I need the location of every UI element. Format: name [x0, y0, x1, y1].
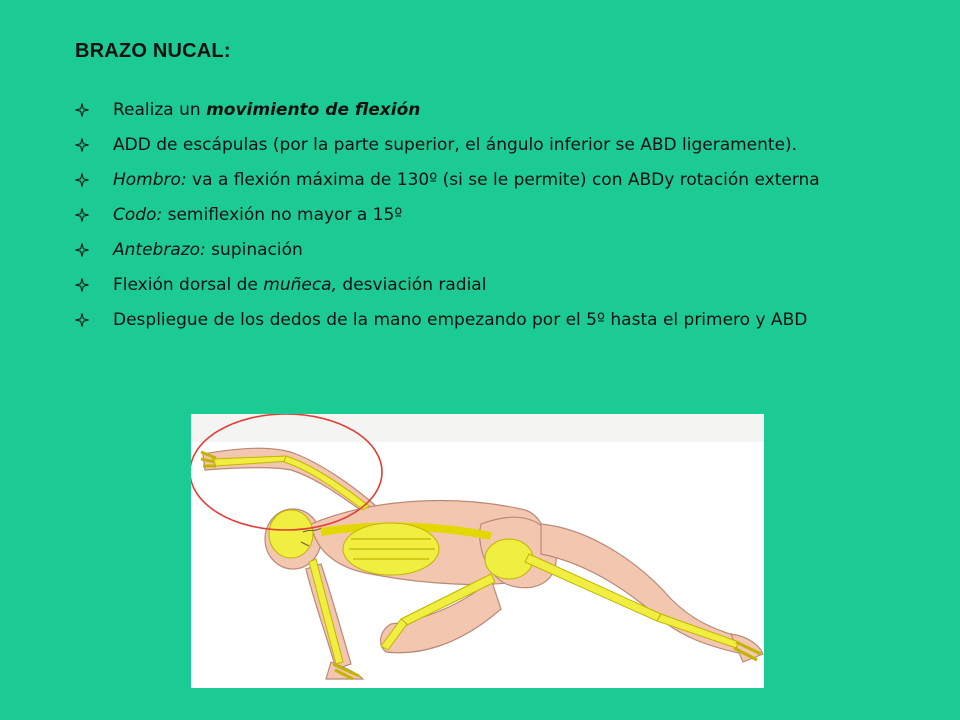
bullet-item — [75, 203, 875, 228]
anatomy-illustration — [191, 414, 764, 688]
bullet-segment: Realiza un — [113, 100, 207, 120]
four-point-star-outline-icon — [75, 98, 113, 117]
four-point-star-outline-icon — [75, 273, 113, 292]
bullet-text — [113, 238, 875, 263]
bullet-item — [75, 98, 875, 123]
bullet-item — [75, 308, 875, 333]
four-point-star-outline-icon — [75, 203, 113, 222]
bullet-text — [113, 98, 875, 123]
bullet-segment: muñeca, — [263, 275, 338, 295]
bullet-segment: Antebrazo: — [113, 240, 206, 260]
bullet-segment: semiflexión no mayor a 15º — [162, 205, 403, 225]
bullet-list — [75, 98, 875, 343]
bullet-item — [75, 273, 875, 298]
bullet-text — [113, 273, 875, 298]
four-point-star-outline-icon — [75, 238, 113, 257]
bullet-text — [113, 168, 875, 193]
bullet-segment: Despliegue de los dedos de la mano empezando por el 5º hasta el primero y ABD — [113, 310, 808, 330]
slide-title: BRAZO NUCAL: — [75, 40, 231, 62]
bullet-item — [75, 168, 875, 193]
bullet-item — [75, 238, 875, 263]
illustration-top-band — [191, 414, 764, 442]
skeleton-figure-svg — [191, 414, 764, 688]
bullet-item — [75, 133, 875, 158]
bullet-segment: movimiento de flexión — [206, 100, 421, 120]
bullet-segment: supinación — [205, 240, 303, 260]
bullet-text — [113, 203, 875, 228]
four-point-star-outline-icon — [75, 133, 113, 152]
four-point-star-outline-icon — [75, 168, 113, 187]
bullet-segment: va a flexión máxima de 130º (si se le permite) con ABDy rotación externa — [186, 170, 820, 190]
bullet-text — [113, 133, 875, 158]
bullet-segment: desviación radial — [337, 275, 487, 295]
bullet-segment: ADD de escápulas (por la parte superior, el ángulo inferior se ABD ligeramente). — [113, 135, 798, 155]
bullet-segment-bold — [206, 100, 420, 120]
bullet-text — [113, 308, 875, 333]
bullet-segment: Hombro: — [113, 170, 187, 190]
bullet-segment: Codo: — [113, 205, 163, 225]
bullet-segment: Flexión dorsal de — [113, 275, 264, 295]
four-point-star-outline-icon — [75, 308, 113, 327]
